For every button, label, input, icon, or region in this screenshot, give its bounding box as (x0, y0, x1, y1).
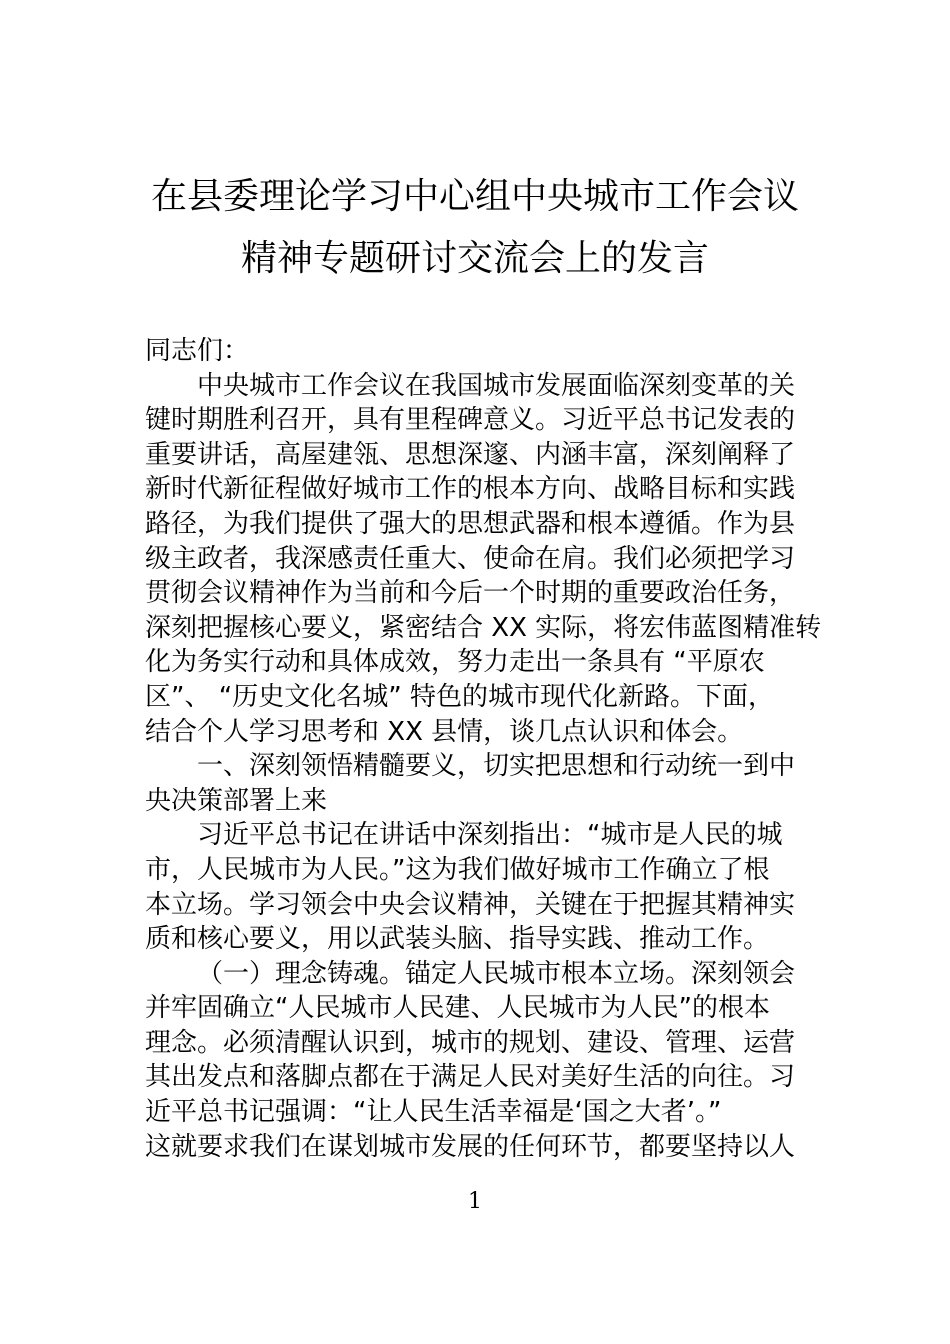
paragraph-line: 并牢固确立“人民城市人民建、人民城市为人民”的根本 (145, 993, 770, 1024)
paragraph-line: （一）理念铸魂。锚定人民城市根本立场。深刻领会 (197, 958, 796, 989)
document-title (0, 166, 950, 290)
paragraph-line: 理念。必须清醒认识到，城市的规划、建设、管理、运营 (145, 1027, 796, 1058)
paragraph-line: 这就要求我们在谋划城市发展的任何环节，都要坚持以人 (145, 1131, 796, 1162)
document-body (145, 334, 822, 1164)
paragraph-line: 深刻把握核心要义，紧密结合 XX 实际，将宏伟蓝图精准转 (145, 612, 822, 643)
title-line-2: 精神专题研讨交流会上的发言 (240, 238, 709, 279)
page-number: 1 (468, 1189, 482, 1214)
paragraph-line: 重要讲话，高屋建瓴、思想深邃、内涵丰富，深刻阐释了 (145, 439, 796, 470)
section-heading: 央决策部署上来 (145, 785, 328, 816)
paragraph-line: 近平总书记强调：“让人民生活幸福是‘国之大者’。” (145, 1097, 722, 1128)
paragraph-line: 贯彻会议精神作为当前和今后一个时期的重要政治任务， (145, 578, 796, 609)
section-heading: 一、深刻领悟精髓要义，切实把思想和行动统一到中 (197, 751, 796, 782)
paragraph-line: 习近平总书记在讲话中深刻指出：“城市是人民的城 (197, 820, 783, 851)
paragraph-line: 中央城市工作会议在我国城市发展面临深刻变革的关 (197, 370, 796, 401)
paragraph-line: 级主政者，我深感责任重大、使命在肩。我们必须把学习 (145, 543, 796, 574)
paragraph-line: 区”、 “历史文化名城” 特色的城市现代化新路。下面， (145, 681, 774, 712)
paragraph-line: 本立场。学习领会中央会议精神，关键在于把握其精神实 (145, 889, 796, 920)
paragraph-line: 新时代新征程做好城市工作的根本方向、战略目标和实践 (145, 474, 796, 505)
title-line-1: 在县委理论学习中心组中央城市工作会议 (150, 176, 799, 217)
paragraph-line: 化为务实行动和具体成效，努力走出一条具有 “平原农 (145, 647, 765, 678)
paragraph-line: 结合个人学习思考和 XX 县情，谈几点认识和体会。 (145, 716, 744, 747)
paragraph-line: 路径，为我们提供了强大的思想武器和根本遵循。作为县 (145, 508, 796, 539)
salutation: 同志们： (145, 336, 250, 366)
paragraph-line: 键时期胜利召开，具有里程碑意义。习近平总书记发表的 (145, 405, 796, 436)
paragraph-line: 质和核心要义，用以武装头脑、指导实践、推动工作。 (145, 924, 770, 955)
paragraph-line: 市，人民城市为人民。”这为我们做好城市工作确立了根 (145, 854, 770, 885)
paragraph-line: 其出发点和落脚点都在于满足人民对美好生活的向往。习 (145, 1062, 796, 1093)
